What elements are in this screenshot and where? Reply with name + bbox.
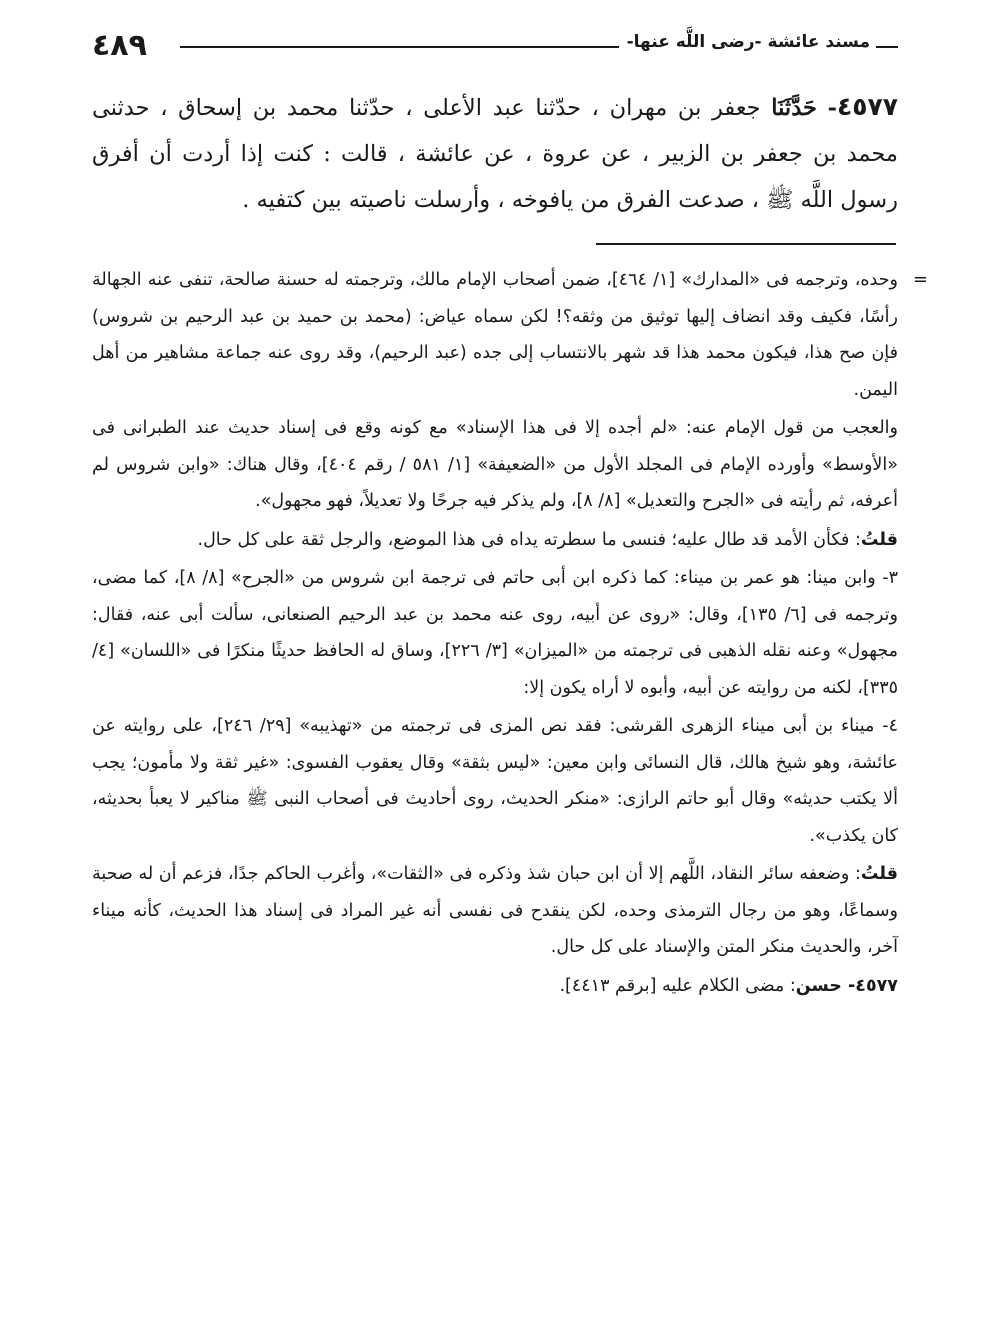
footnote-lead: قلتُ bbox=[860, 864, 898, 884]
footnote-text: : مضى الكلام عليه [برقم ٤٤١٣]. bbox=[559, 975, 796, 996]
hadith-dash: - bbox=[827, 95, 837, 121]
footnote-paragraph bbox=[92, 856, 898, 966]
footnote-text: ٤- ميناء بن أبى ميناء الزهرى القرشى: فقد نص المزى فى ترجمته من «تهذيبه» [٢٩/ ٢٤٦]، على روايته عن عائشة، وهو شيخ هالك، قال النسائى وابن معين: «ليس بثقة» وقال يعقوب الفسوى: «غير ثقة ولا مأمون؛ يجب ألا يكتب حديثه» وقال أبو حاتم الرازى: «منكر الحديث، روى أحاديث فى أصحاب النبى ﷺ مناكير لا يعبأ بحديثه، كان يكذب». bbox=[92, 716, 898, 846]
footnote-text: ٣- وابن مينا: هو عمر بن ميناء: كما ذكره ابن أبى حاتم فى ترجمة ابن شروس من «الجرح» [٨/ ٨]، كما مضى، وترجمه فى [٦/ ١٣٥]، وقال: «روى عن أبيه، روى عنه محمد بن عبد الرحيم الصنعانى، سألت أبى عنه، فقال: مجهول» وعنه نقله الذهبى فى ترجمته من «الميزان» [٣/ ٢٢٦]، وساق له الحافظ حديثًا منكرًا فى «اللسان» [٤/ ٣٣٥]، لكنه من روايته عن أبيه، وأبوه لا أراه يكون إلا: bbox=[92, 568, 898, 698]
footnote-paragraph bbox=[92, 560, 898, 706]
hadith-opening: حَدَّثَنَا bbox=[771, 95, 817, 121]
continuation-mark: = bbox=[912, 269, 928, 290]
footnote-text: والعجب من قول الإمام عنه: «لم أجده إلا فى هذا الإسناد» مع كونه وقع فى إسناد حديث عند الطبرانى فى «الأوسط» وأورده الإمام فى المجلد الأول من «الضعيفة» [١/ ٥٨١ / رقم ٤٠٤]، وقال هناك: «وابن شروس لم أعرفه، ثم رأيته فى «الجرح والتعديل» [٨/ ٨]، ولم يذكر فيه جرحًا ولا تعديلاً، فهو مجهول». bbox=[92, 418, 898, 511]
footnote-paragraph bbox=[92, 522, 898, 559]
footnote-text: : فكأن الأمد قد طال عليه؛ فنسى ما سطرته يداه فى هذا الموضع، والرجل ثقة على كل حال. bbox=[197, 529, 861, 550]
hadith-body: جعفر بن مهران ، حدّثنا عبد الأعلى ، حدّثنا محمد بن إسحاق ، حدثنى محمد بن جعفر بن الزبير ، عن عروة ، عن عائشة ، قالت : كنت إذا أردت أن أفرق رسول اللَّه ﷺ ، صدعت الفرق من يافوخه ، وأرسلت ناصيته بين كتفيه . bbox=[92, 95, 898, 213]
header-dash bbox=[876, 46, 898, 48]
footnote-paragraph bbox=[92, 262, 928, 408]
footnote-lead: قلتُ bbox=[860, 529, 898, 550]
footnote-separator bbox=[596, 243, 896, 245]
footnote-paragraph bbox=[92, 708, 898, 854]
header-rule bbox=[180, 46, 640, 48]
footnote-lead: ٤٥٧٧- حسن bbox=[795, 975, 898, 996]
footnote-text: : وضعفه سائر النقاد، اللَّهم إلا أن ابن حبان شذ وذكره فى «الثقات»، وأغرب الحاكم جدًا، فزعم أن له صحبة وسماعًا، وهو من رجال الترمذى وحده، لكن ينقدح فى نفسى أنه غير المراد فى إسناد هذا الحديث، كأنه ميناء آخر، والحديث منكر المتن والإسناد على كل حال. bbox=[92, 864, 898, 957]
footnote-paragraph bbox=[92, 968, 898, 1005]
footnotes bbox=[92, 262, 928, 1006]
page-number: ٤٨٩ bbox=[92, 28, 147, 63]
hadith-text bbox=[92, 84, 898, 223]
footnote-paragraph bbox=[92, 410, 898, 520]
hadith-number: ٤٥٧٧ bbox=[836, 92, 899, 121]
running-title: مسند عائشة -رضى اللَّه عنها- bbox=[619, 32, 870, 52]
footnote-text: وحده، وترجمه فى «المدارك» [١/ ٤٦٤]، ضمن أصحاب الإمام مالك، وترجمته له حسنة صالحة، تنفى عنه الجهالة رأسًا، فكيف وقد انضاف إليها توثيق من وثقه؟! لكن سماه عياض: (محمد بن حميد بن عبد الرحيم بن شروس) فإن صح هذا، فيكون محمد هذا قد شهر بالانتساب إلى جده (عبد الرحيم)، وقد روى عنه جماعة مشاهير من أهل اليمن. bbox=[92, 270, 899, 400]
running-header bbox=[92, 26, 898, 66]
